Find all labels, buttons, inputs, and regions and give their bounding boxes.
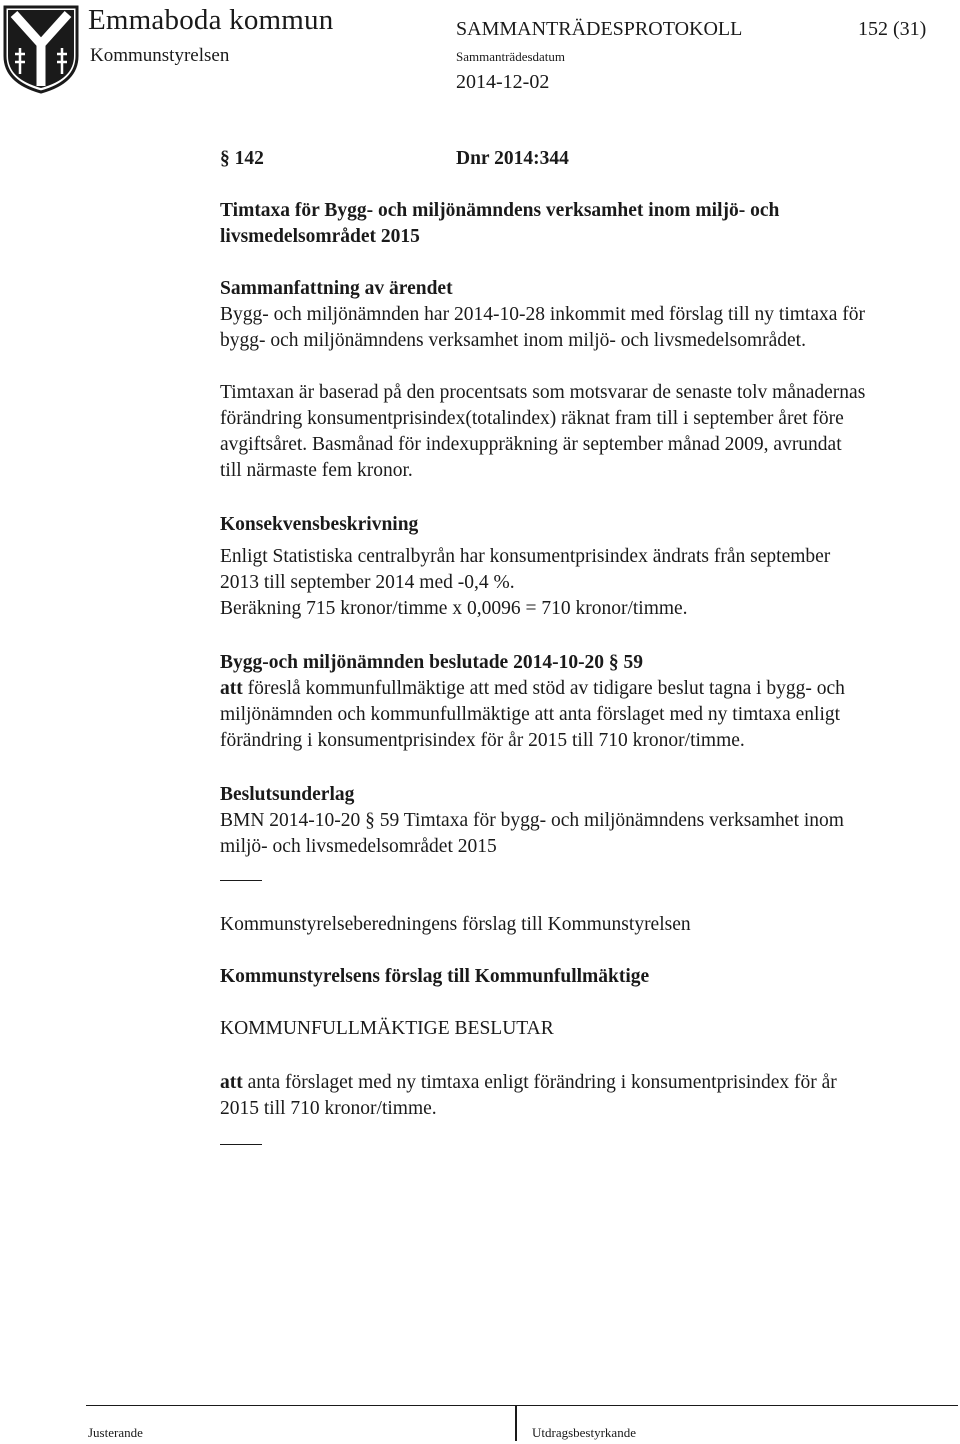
consequence-text (220, 544, 945, 622)
basis-text (220, 808, 945, 860)
text-line: Timtaxan är baserad på den procentsats som motsvarar de senaste tolv månadernas (220, 382, 866, 403)
meeting-date-value: 2014-12-02 (456, 71, 550, 93)
text-line: bygg- och miljönämndens verksamhet inom miljö- och livsmedelsområdet. (220, 330, 806, 351)
text-line: 2013 till september 2014 med -0,4 %. (220, 572, 515, 593)
text-line: Beräkning 715 kronor/timme x 0,0096 = 710 kronor/timme. (220, 598, 688, 619)
text-line: till närmaste fem kronor. (220, 460, 413, 481)
att-keyword: att (220, 1072, 243, 1093)
text-line: BMN 2014-10-20 § 59 Timtaxa för bygg- och miljönämndens verksamhet inom (220, 810, 844, 831)
organization-department: Kommunstyrelsen (90, 45, 230, 66)
bmn-decision-text (220, 676, 945, 754)
text-line: avgiftsåret. Basmånad för indexuppräkning är september månad 2009, avrundat (220, 434, 842, 455)
text-line: Enligt Statistiska centralbyrån har konsumentprisindex ändrats från september (220, 546, 831, 567)
footer-divider (515, 1405, 517, 1441)
text-line (220, 676, 945, 702)
item-title (220, 198, 945, 250)
ks-proposal-heading: Kommunstyrelsens förslag till Kommunfullmäktige (220, 966, 650, 987)
paragraph-number: § 142 (220, 148, 264, 169)
case-number: Dnr 2014:344 (456, 148, 569, 169)
item-title-line: livsmedelsområdet 2015 (220, 226, 420, 247)
text-line: förändring konsumentprisindex(totalindex) räknat fram till i september året före (220, 408, 844, 429)
footer-rule (86, 1405, 958, 1406)
text-line: förändring i konsumentprisindex för år 2015 till 710 kronor/timme. (220, 730, 745, 751)
summary-paragraph-1 (220, 302, 945, 354)
organization-name: Emmaboda kommun (88, 4, 334, 36)
text-line: 2015 till 710 kronor/timme. (220, 1098, 437, 1119)
municipality-coat-of-arms-icon (2, 4, 80, 94)
preparation-proposal: Kommunstyrelseberedningens förslag till Kommunstyrelsen (220, 914, 691, 935)
footer-utdragsbestyrkande-label: Utdragsbestyrkande (532, 1425, 636, 1440)
footer-justerande-label: Justerande (88, 1425, 143, 1440)
summary-paragraph-2 (220, 380, 945, 484)
text-line: miljönämnden och kommunfullmäktige att anta förslaget med ny timtaxa enligt (220, 704, 841, 725)
separator-rule (220, 1144, 262, 1145)
text-line: Bygg- och miljönämnden har 2014-10-28 inkommit med förslag till ny timtaxa för (220, 304, 866, 325)
kf-decides: KOMMUNFULLMÄKTIGE BESLUTAR (220, 1018, 554, 1039)
att-keyword: att (220, 678, 243, 699)
text-span: föreslå kommunfullmäktige att med stöd av tidigare beslut tagna i bygg- och (242, 678, 845, 699)
meeting-date-label: Sammanträdesdatum (456, 49, 566, 64)
document-type: SAMMANTRÄDESPROTOKOLL (456, 18, 743, 40)
item-title-line: Timtaxa för Bygg- och miljönämndens verksamhet inom miljö- och (220, 200, 780, 221)
page-number: 152 (31) (858, 18, 927, 40)
basis-heading: Beslutsunderlag (220, 784, 355, 805)
summary-heading: Sammanfattning av ärendet (220, 278, 453, 299)
text-line: miljö- och livsmedelsområdet 2015 (220, 836, 497, 857)
final-decision-text (220, 1070, 945, 1122)
consequence-heading: Konsekvensbeskrivning (220, 514, 419, 535)
text-span: anta förslaget med ny timtaxa enligt förändring i konsumentprisindex för år (242, 1072, 837, 1093)
separator-rule (220, 880, 262, 881)
bmn-decision-heading: Bygg-och miljönämnden beslutade 2014-10-20 § 59 (220, 652, 644, 673)
text-line (220, 1070, 945, 1096)
